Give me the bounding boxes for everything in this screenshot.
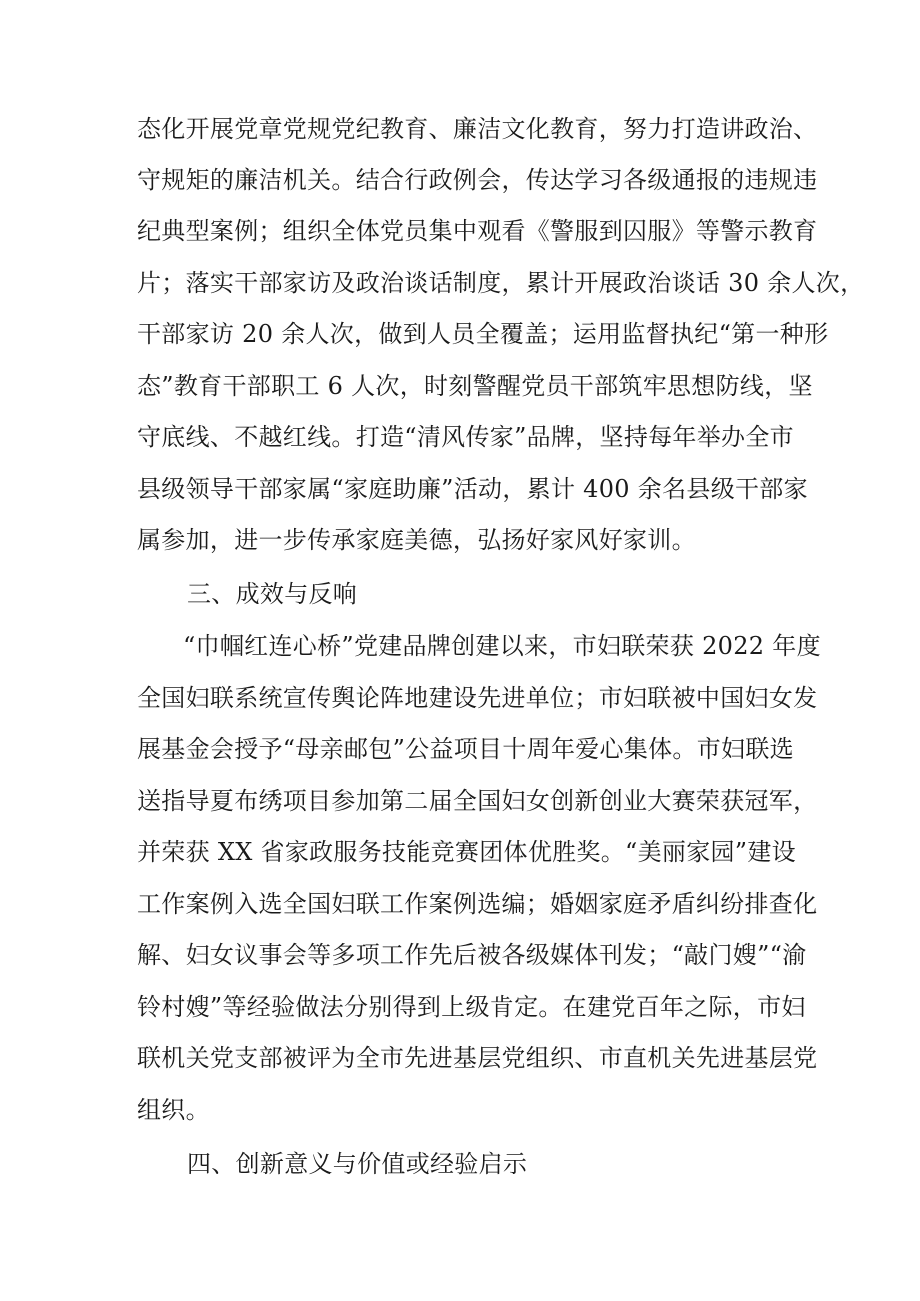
section-heading-results: 三、成效与反响 <box>187 580 358 608</box>
paragraph-line: 片；落实干部家访及政治谈话制度，累计开展政治谈话 30 余人次， <box>137 269 865 297</box>
paragraph-line: 工作案例入选全国妇联工作案例选编；婚姻家庭矛盾纠纷排查化 <box>137 890 818 918</box>
paragraph-line: 送指导夏布绣项目参加第二届全国妇女创新创业大赛荣获冠军， <box>137 787 818 815</box>
paragraph-line: 县级领导干部家属“家庭助廉”活动，累计 400 余名县级干部家 <box>137 475 808 503</box>
section-heading-innovation: 四、创新意义与价值或经验启示 <box>187 1150 528 1178</box>
paragraph-line: 并荣获 XX 省家政服务技能竞赛团体优胜奖。“美丽家园”建设 <box>137 838 796 866</box>
paragraph-line: 态”教育干部职工 6 人次，时刻警醒党员干部筑牢思想防线，坚 <box>137 372 813 400</box>
paragraph-line: 铃村嫂”等经验做法分别得到上级肯定。在建党百年之际，市妇 <box>137 993 806 1021</box>
paragraph-line: “巾帼红连心桥”党建品牌创建以来，市妇联荣获 2022 年度 <box>183 632 821 660</box>
paragraph-line: 解、妇女议事会等多项工作先后被各级媒体刊发；“敲门嫂”“渝 <box>137 941 807 969</box>
paragraph-line: 态化开展党章党规党纪教育、廉洁文化教育，努力打造讲政治、 <box>137 115 818 143</box>
paragraph-line: 守规矩的廉洁机关。结合行政例会，传达学习各级通报的违规违 <box>137 166 818 194</box>
paragraph-line: 纪典型案例；组织全体党员集中观看《警服到囚服》等警示教育 <box>137 217 818 245</box>
paragraph-line: 守底线、不越红线。打造“清风传家”品牌，坚持每年举办全市 <box>137 423 794 451</box>
paragraph-line: 属参加，进一步传承家庭美德，弘扬好家风好家训。 <box>137 526 696 554</box>
paragraph-line: 组织。 <box>137 1096 210 1124</box>
paragraph-line: 干部家访 20 余人次，做到人员全覆盖；运用监督执纪“第一种形 <box>137 320 829 348</box>
paragraph-line: 联机关党支部被评为全市先进基层党组织、市直机关先进基层党 <box>137 1044 818 1072</box>
paragraph-line: 展基金会授予“母亲邮包”公益项目十周年爱心集体。市妇联选 <box>137 735 794 763</box>
paragraph-line: 全国妇联系统宣传舆论阵地建设先进单位；市妇联被中国妇女发 <box>137 684 818 712</box>
